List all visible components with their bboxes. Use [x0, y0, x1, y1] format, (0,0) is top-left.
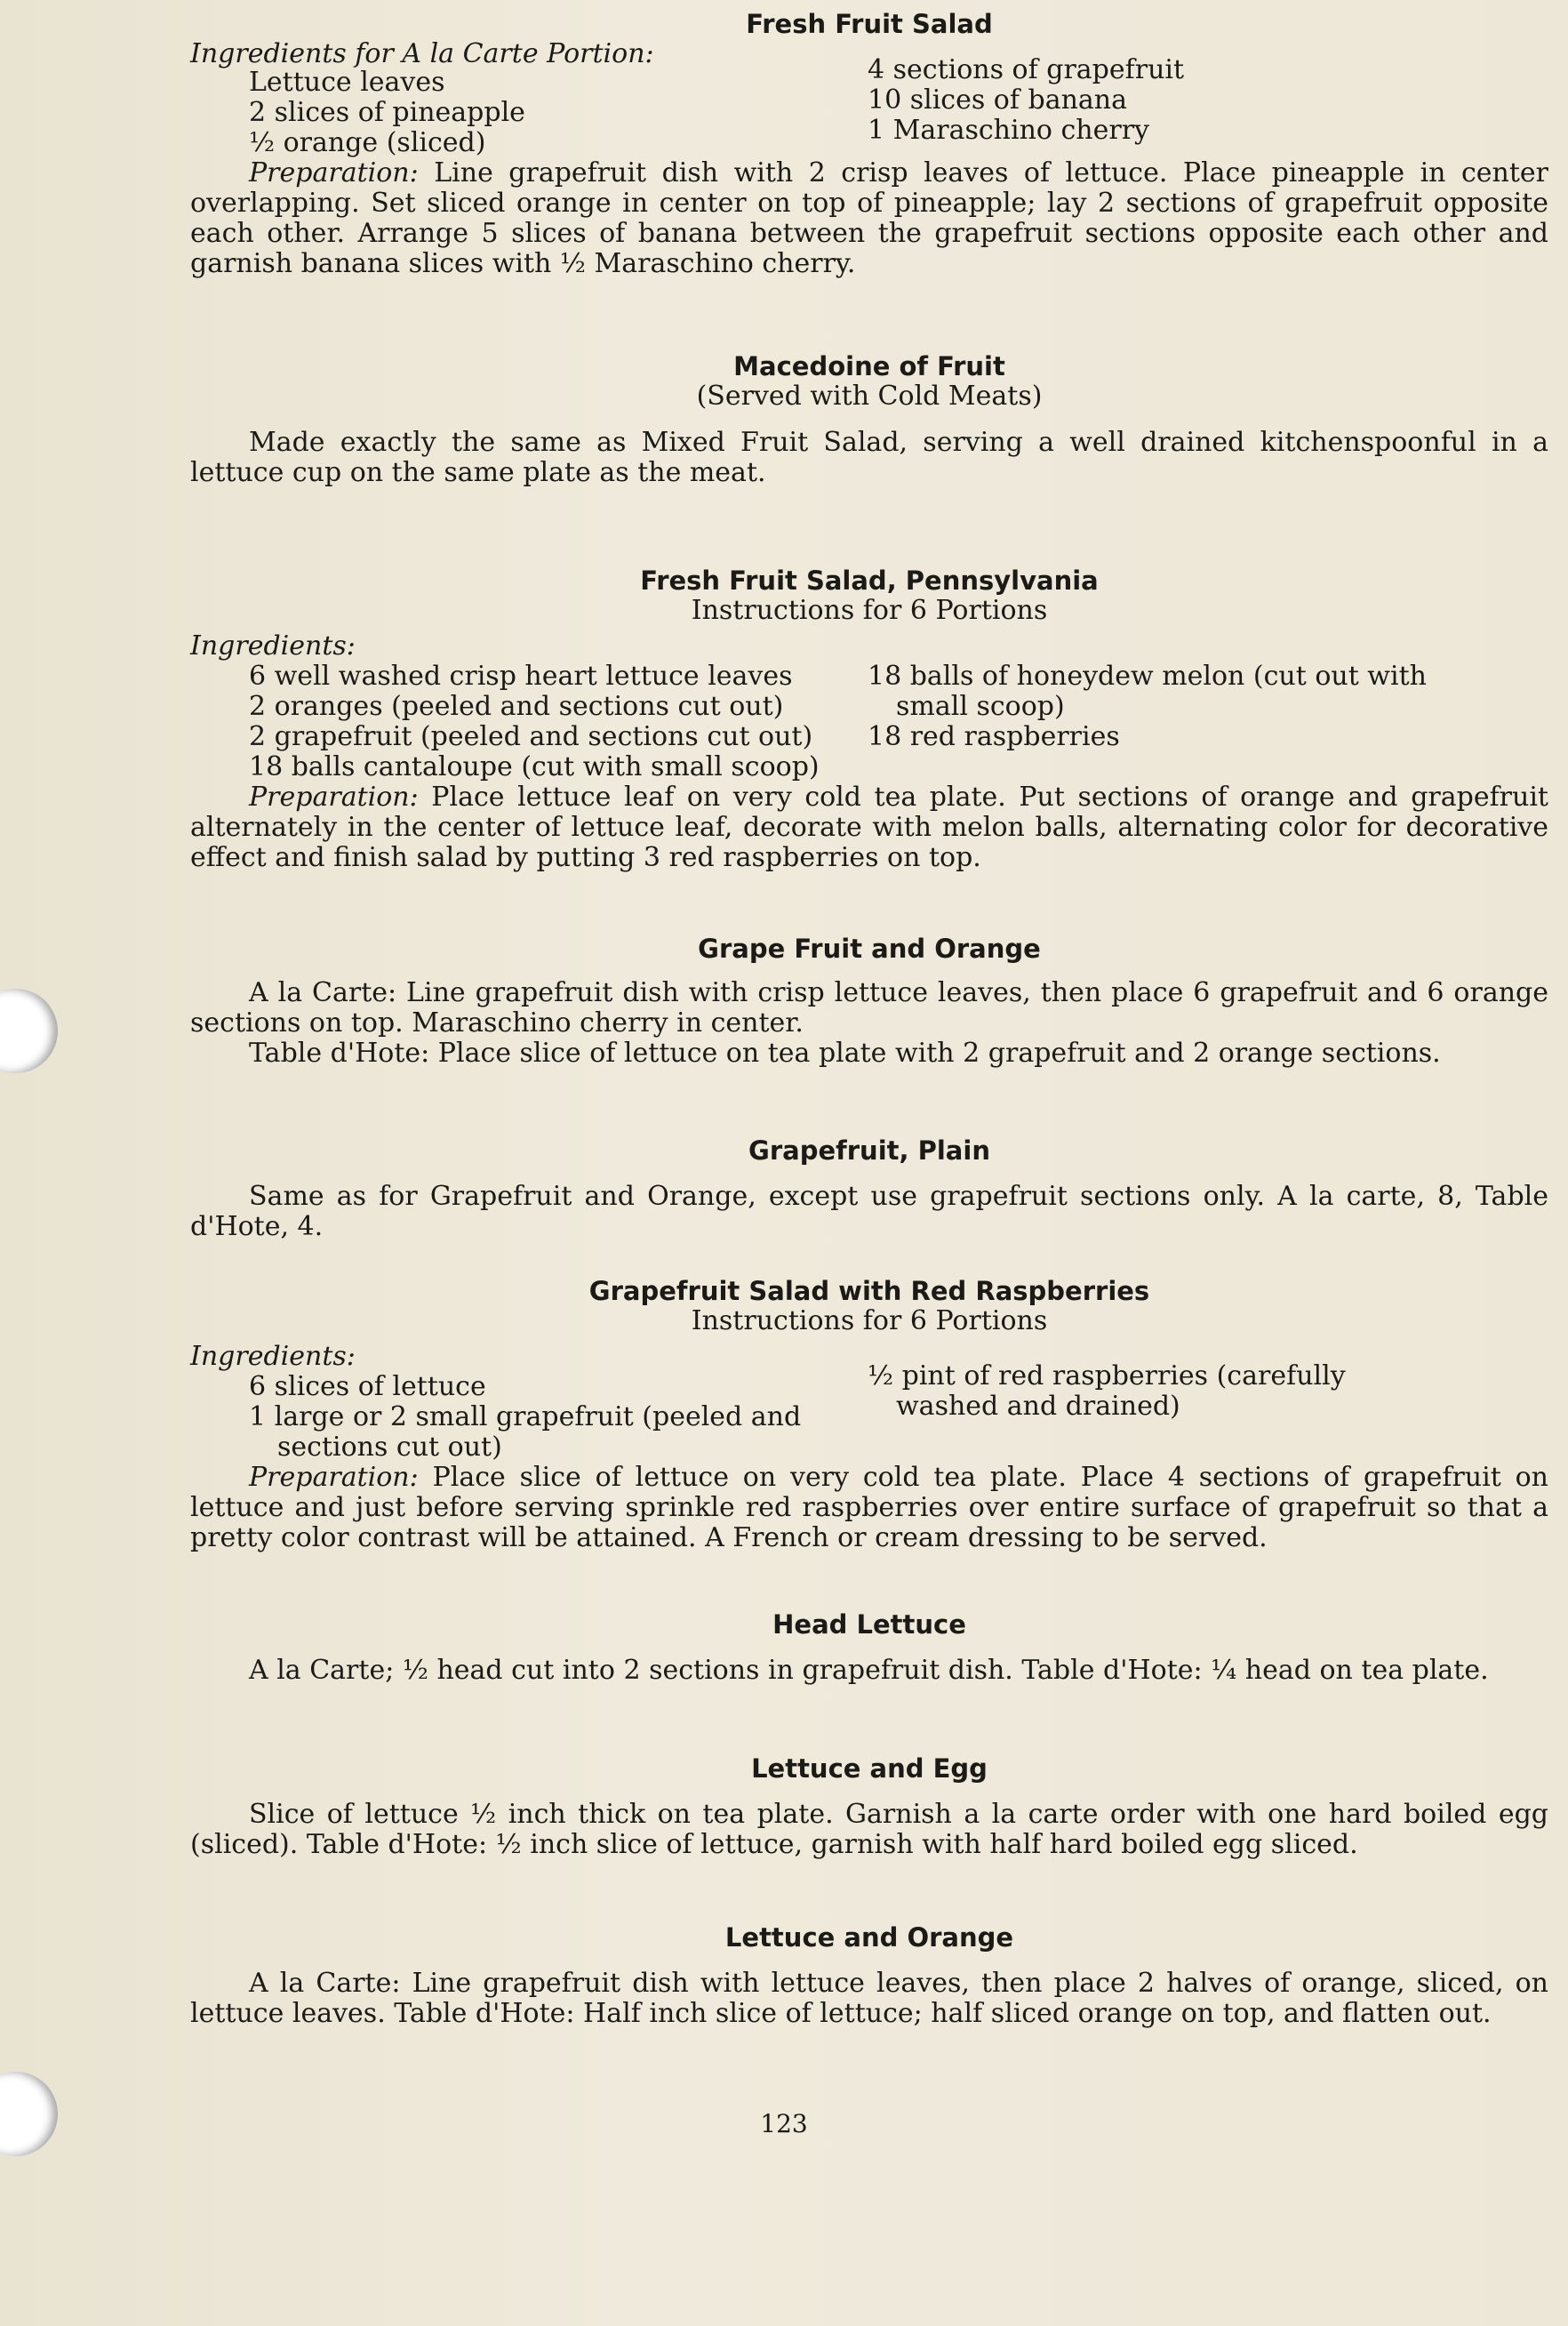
- preparation-body: Line grapefruit dish with 2 crisp leaves of lettuce. Place pineapple in center overlapping. Set sliced orange in center on top of pineapple; lay 2 sections of grapefruit opposite each other. Arrange 5 slices of banana between the grapefruit sections opposite each other and garnish banana slices with ½ Maraschino cherry.: [190, 157, 1548, 279]
- ingredient: 10 slices of banana: [868, 84, 1127, 116]
- section-title: Macedoine of Fruit: [733, 351, 1005, 381]
- section-text: Table d'Hote: Place slice of lettuce on tea plate with 2 grapefruit and 2 orange sections.: [249, 1038, 1441, 1069]
- ingredient: small scoop): [896, 691, 1065, 722]
- ingredient: 2 oranges (peeled and sections cut out): [249, 691, 784, 722]
- ingredient: 2 slices of pineapple: [249, 97, 525, 128]
- preparation-body: Place lettuce leaf on very cold tea plate. Put sections of orange and grapefruit alternately in the center of lettuce leaf, decorate with melon balls, alternating color for decorative effect and finish salad by putting 3 red raspberries on top.: [190, 782, 1548, 873]
- ingredients-heading: Ingredients:: [190, 1341, 356, 1372]
- ingredient: 18 red raspberries: [868, 721, 1120, 752]
- ingredients-list: [190, 662, 1548, 782]
- ingredients-left: [190, 1372, 868, 1463]
- ingredients-right: [868, 55, 1548, 158]
- section-subtitle: (Served with Cold Meats): [696, 381, 1043, 412]
- ingredient: 1 Maraschino cherry: [868, 115, 1149, 146]
- section-text: A la Carte: Line grapefruit dish with crisp lettuce leaves, then place 6 grapefruit and 6 orange sections on top. Maraschino cherry in center.: [190, 977, 1548, 1039]
- ingredients-left: [190, 68, 868, 158]
- section-pennsylvania: [190, 565, 1548, 873]
- section-grapefruit-raspberries: [190, 1276, 1548, 1553]
- ingredients-right: [868, 662, 1548, 782]
- section-title: Head Lettuce: [772, 1609, 966, 1640]
- section-subtitle: Instructions for 6 Portions: [691, 595, 1048, 626]
- ingredient: 2 grapefruit (peeled and sections cut out): [249, 721, 813, 752]
- ingredients-list: [190, 54, 1548, 158]
- ingredient: sections cut out): [277, 1432, 502, 1463]
- preparation-text: [190, 1463, 1548, 1553]
- section-text: A la Carte; ½ head cut into 2 sections in grapefruit dish. Table d'Hote: ¼ head on tea plate.: [249, 1655, 1489, 1686]
- preparation-label: Preparation:: [249, 1462, 419, 1493]
- section-lettuce-orange: [190, 1922, 1548, 2029]
- ingredient: 6 slices of lettuce: [249, 1371, 486, 1402]
- section-title: Grapefruit, Plain: [748, 1135, 990, 1166]
- ingredient: 4 sections of grapefruit: [868, 54, 1185, 85]
- section-head-lettuce: [190, 1609, 1548, 1686]
- section-text: Same as for Grapefruit and Orange, except use grapefruit sections only. A la carte, 8, Table d'Hote, 4.: [190, 1181, 1548, 1242]
- page-number: 123: [760, 2109, 808, 2138]
- section-text: A la Carte: Line grapefruit dish with lettuce leaves, then place 2 halves of orange, sliced, on lettuce leaves. Table d'Hote: Half inch slice of lettuce; half sliced orange on top, and flatten out.: [190, 1968, 1548, 2029]
- preparation-label: Preparation:: [249, 157, 419, 188]
- ingredient: 18 balls cantaloupe (cut with small scoop): [249, 751, 820, 782]
- preparation-label: Preparation:: [249, 782, 419, 813]
- section-grape-fruit-orange: [190, 934, 1548, 1069]
- preparation-text: [190, 158, 1548, 279]
- ingredients-list: [190, 1360, 1548, 1463]
- section-text: Slice of lettuce ½ inch thick on tea plate. Garnish a la carte order with one hard boiled egg (sliced). Table d'Hote: ½ inch slice of lettuce, garnish with half hard boiled egg sliced.: [190, 1799, 1548, 1860]
- punch-hole-upper: [0, 989, 58, 1073]
- ingredients-right: [868, 1361, 1548, 1463]
- ingredient: ½ orange (sliced): [249, 127, 486, 158]
- ingredient: 1 large or 2 small grapefruit (peeled and: [249, 1401, 802, 1432]
- section-title: Lettuce and Orange: [724, 1922, 1014, 1953]
- preparation-text: [190, 782, 1548, 873]
- ingredients-heading: Ingredients for A la Carte Portion:: [190, 38, 654, 69]
- section-lettuce-egg: [190, 1753, 1548, 1860]
- ingredients-left: [190, 662, 868, 782]
- ingredients-heading: Ingredients:: [190, 630, 356, 662]
- section-grapefruit-plain: [190, 1135, 1548, 1242]
- ingredient: Lettuce leaves: [249, 67, 445, 98]
- section-subtitle: Instructions for 6 Portions: [691, 1305, 1048, 1336]
- section-title: Fresh Fruit Salad, Pennsylvania: [640, 565, 1099, 596]
- ingredient: 18 balls of honeydew melon (cut out with: [868, 661, 1427, 692]
- section-macedoine: [190, 351, 1548, 488]
- ingredient: washed and drained): [896, 1391, 1180, 1422]
- section-title: Lettuce and Egg: [751, 1753, 988, 1784]
- ingredient: ½ pint of red raspberries (carefully: [868, 1360, 1346, 1392]
- section-title: Fresh Fruit Salad: [746, 9, 993, 39]
- section-fresh-fruit-salad: [190, 9, 1548, 279]
- section-title: Grapefruit Salad with Red Raspberries: [588, 1276, 1150, 1306]
- ingredient: 6 well washed crisp heart lettuce leaves: [249, 661, 793, 692]
- section-title: Grape Fruit and Orange: [698, 934, 1041, 964]
- preparation-body: Place slice of lettuce on very cold tea plate. Place 4 sections of grapefruit on lettuce and just before serving sprinkle red raspberries over entire surface of grapefruit so that a pretty color contrast will be attained. A French or cream dressing to be served.: [190, 1462, 1548, 1553]
- section-text: Made exactly the same as Mixed Fruit Salad, serving a well drained kitchenspoonful in a lettuce cup on the same plate as the meat.: [190, 427, 1548, 488]
